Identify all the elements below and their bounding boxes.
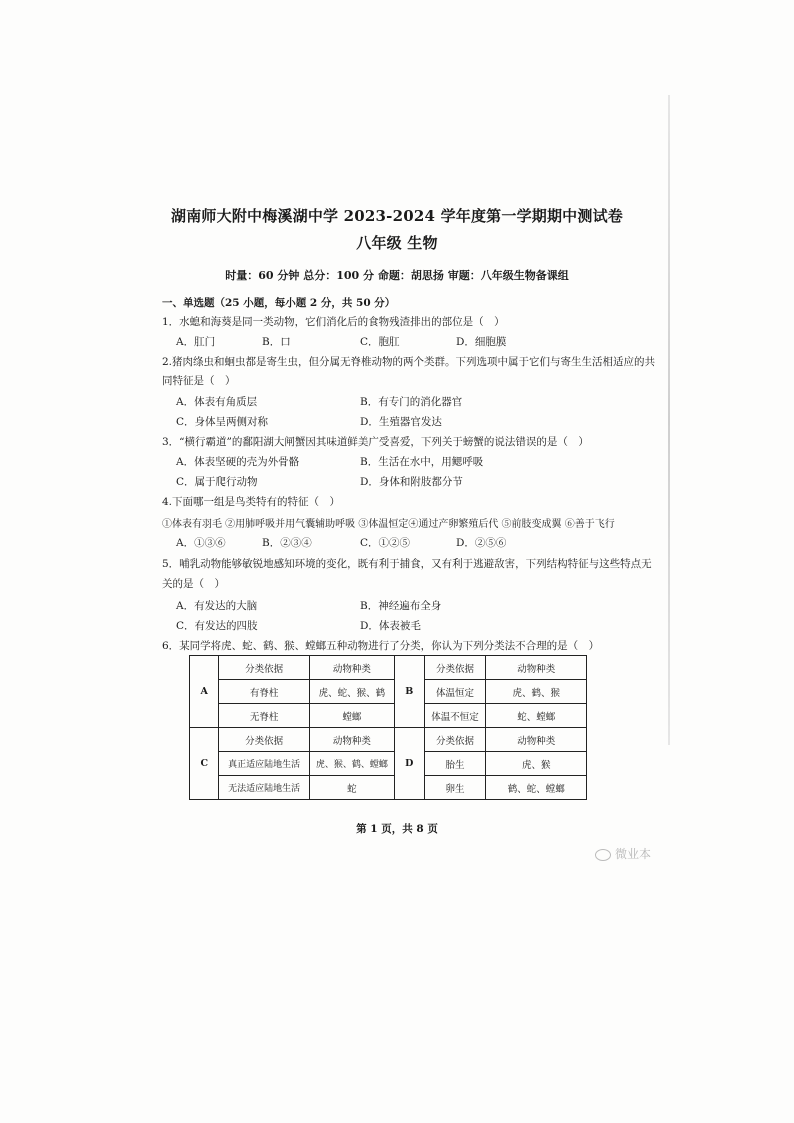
table-header-basis: 分类依据 (219, 656, 309, 680)
q2-option-a: A．体表有角质层 (176, 396, 258, 408)
table-row (190, 752, 587, 776)
q1-option-a: A．肛门 (176, 336, 216, 348)
q5-option-b: B．神经遍布全身 (360, 600, 442, 612)
q2-option-b: B．有专门的消化器官 (360, 396, 463, 408)
q4-option-c: C．①②⑤ (360, 537, 411, 549)
exam-info: 时量：60 分钟 总分：100 分 命题：胡思扬 审题：八年级生物备课组 (225, 269, 569, 282)
table-header-animals: 动物种类 (309, 728, 394, 752)
table-cell: 体温恒定 (424, 680, 486, 704)
q1-option-b: B．口 (262, 336, 291, 348)
q2-option-c: C．身体呈两侧对称 (176, 416, 269, 428)
table-cell: 虎、猴、鹤、螳螂 (309, 752, 394, 776)
q3-option-d: D．身体和附肢都分节 (360, 476, 463, 488)
table-cell: 虎、鹤、猴 (486, 680, 587, 704)
q5-option-c: C．有发达的四肢 (176, 620, 258, 632)
question-4-stem: 4.下面哪一组是鸟类特有的特征（ ） (162, 496, 341, 508)
page-number: 第 1 页，共 8 页 (356, 823, 438, 835)
table-cell: 螳螂 (309, 704, 394, 728)
option-b-label: B (395, 656, 424, 728)
question-5-stem-cont: 关的是（ ） (162, 578, 225, 590)
page-fold-shadow (668, 95, 670, 745)
q2-option-d: D．生殖器官发达 (360, 416, 442, 428)
table-cell: 无法适应陆地生活 (219, 776, 309, 800)
q4-option-b: B．②③④ (262, 537, 312, 549)
option-d-label: D (395, 728, 424, 800)
question-1-stem: 1．水螅和海葵是同一类动物，它们消化后的食物残渣排出的部位是（ ） (162, 316, 505, 328)
exam-subtitle: 八年级 生物 (356, 234, 438, 252)
q1-option-d: D．细胞膜 (456, 336, 507, 348)
watermark-text: 微业本 (615, 847, 652, 861)
table-row (190, 704, 587, 728)
question-3-stem: 3．“横行霸道”的鄱阳湖大闸蟹因其味道鲜美广受喜爱，下列关于螃蟹的说法错误的是（ ） (162, 436, 589, 448)
table-row (190, 656, 587, 680)
table-cell: 虎、猴 (486, 752, 587, 776)
table-row (190, 776, 587, 800)
question-6-stem: 6．某同学将虎、蛇、鹤、猴、螳螂五种动物进行了分类，你认为下列分类法不合理的是（ ） (162, 640, 600, 652)
q1-option-c: C．胞肛 (360, 336, 400, 348)
q4-option-a: A．①③⑥ (176, 537, 226, 549)
classification-table (189, 655, 587, 800)
table-cell: 真正适应陆地生活 (219, 752, 309, 776)
table-cell: 蛇 (309, 776, 394, 800)
option-a-label: A (190, 656, 219, 728)
section-heading: 一、单选题（25 小题，每小题 2 分，共 50 分） (162, 297, 396, 309)
table-cell: 有脊柱 (219, 680, 309, 704)
table-header-animals: 动物种类 (309, 656, 394, 680)
q4-feature-list: ①体表有羽毛 ②用肺呼吸并用气囊辅助呼吸 ③体温恒定④通过产卵繁殖后代 ⑤前肢变成翼 ⑥善于飞行 (162, 519, 615, 530)
q3-option-a: A．体表坚硬的壳为外骨骼 (176, 456, 300, 468)
q3-option-b: B．生活在水中，用鳃呼吸 (360, 456, 484, 468)
table-cell: 鹤、蛇、螳螂 (486, 776, 587, 800)
table-cell: 卵生 (424, 776, 486, 800)
chat-bubble-icon (595, 849, 611, 861)
q5-option-d: D．体表被毛 (360, 620, 421, 632)
question-2-stem: 2.猪肉绦虫和蛔虫都是寄生虫，但分属无脊椎动物的两个类群。下列选项中属于它们与寄生生活相适应的共 (162, 356, 656, 368)
q3-option-c: C．属于爬行动物 (176, 476, 258, 488)
option-c-label: C (190, 728, 219, 800)
table-header-basis: 分类依据 (219, 728, 309, 752)
q4-option-d: D．②⑤⑥ (456, 537, 507, 549)
question-5-stem: 5．哺乳动物能够敏锐地感知环境的变化，既有利于捕食，又有利于逃避敌害，下列结构特征与这些特点无 (162, 558, 652, 570)
exam-title: 湖南师大附中梅溪湖中学 2023-2024 学年度第一学期期中测试卷 (171, 207, 623, 225)
table-cell: 体温不恒定 (424, 704, 486, 728)
table-row (190, 728, 587, 752)
watermark (595, 845, 651, 862)
question-2-stem-cont: 同特征是（ ） (162, 375, 236, 387)
table-header-basis: 分类依据 (424, 656, 486, 680)
table-header-animals: 动物种类 (486, 656, 587, 680)
table-row (190, 680, 587, 704)
table-cell: 胎生 (424, 752, 486, 776)
table-header-basis: 分类依据 (424, 728, 486, 752)
table-cell: 蛇、螳螂 (486, 704, 587, 728)
table-header-animals: 动物种类 (486, 728, 587, 752)
q5-option-a: A．有发达的大脑 (176, 600, 258, 612)
table-cell: 虎、蛇、猴、鹤 (309, 680, 394, 704)
table-cell: 无脊柱 (219, 704, 309, 728)
